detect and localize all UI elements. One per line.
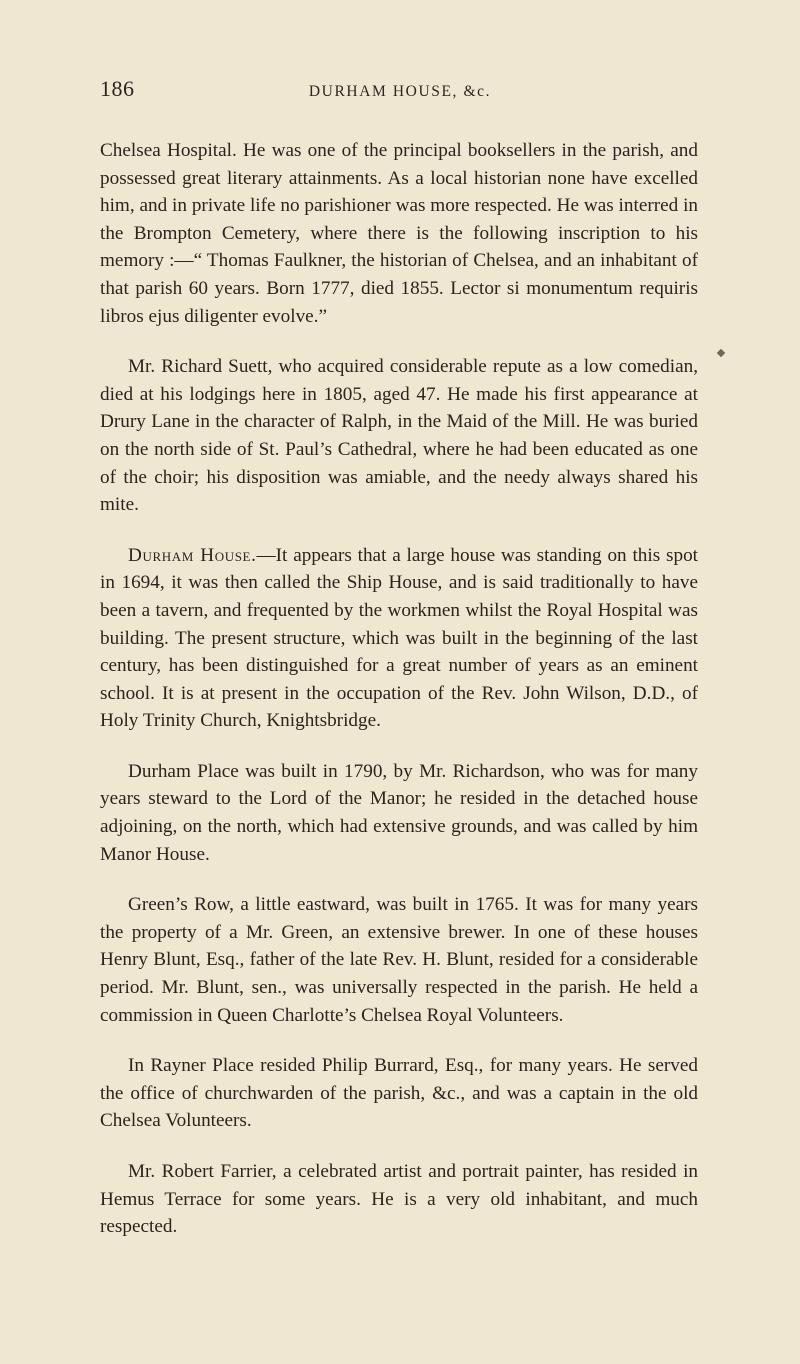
paragraph-durham-house-text: —It appears that a large house was standing on this spot in 1694, it was then called the Ship House, and is said traditionally to have been a tavern, and frequented by the workmen whilst the Royal Hospital was building. The present structure, which was built in the beginning of the last century, has been distinguished for a great number of years as an eminent school. It is at present in the occupation of the Rev. John Wilson, D.D., of Holy Trinity Church, Knightsbridge. [100,544,699,732]
paragraph-suett: Mr. Richard Suett, who acquired considerable repute as a low comedian, died at his lodgings here in 1805, aged 47. He made his first appearance at Drury Lane in the character of Ralph, in the Maid of the Mill. He was buried on the north side of St. Paul’s Cathedral, where he had been educated as one of the choir; his disposition was amiable, and the needy always shared his mite. [100,356,698,516]
paragraph-durham-house [100,542,698,735]
section-heading: Durham House. [128,544,257,566]
paragraph-faulkner: Chelsea Hospital. He was one of the principal booksellers in the parish, and possessed great literary attainments. As a local historian none have excelled him, and in private life no parishioner was more respected. He was interred in the Brompton Cemetery, where there is the following inscription to his memory :—“ Thomas Faulkner, the historian of Chelsea, and an inhabitant of that parish 60 years. Born 1777, died 1855. Lector si monumentum requiris libros ejus diligenter evolve.” [100,140,698,327]
margin-mark-icon [717,349,725,357]
paragraph-rayner-place: In Rayner Place resided Philip Burrard, Esq., for many years. He served the office of churchwarden of the parish, &c., and was a captain in the old Chelsea Volunteers. [100,1055,698,1132]
paragraph-farrier: Mr. Robert Farrier, a celebrated artist and portrait painter, has resided in Hemus Terrace for some years. He is a very old inhabitant, and much respected. [100,1161,698,1238]
paragraph-durham-place: Durham Place was built in 1790, by Mr. Richardson, who was for many years steward to the Lord of the Manor; he resided in the detached house adjoining, on the north, which had extensive grounds, and was called by him Manor House. [100,760,698,865]
running-head: DURHAM HOUSE, &c. [308,83,492,100]
body-text [100,137,698,1264]
page-number: 186 [100,76,135,101]
paragraph-greens-row: Green’s Row, a little eastward, was built in 1765. It was for many years the property of a Mr. Green, an extensive brewer. In one of these houses Henry Blunt, Esq., father of the late Rev. H. Blunt, resided for a considerable period. Mr. Blunt, sen., was universally respected in the parish. He held a commission in Queen Charlotte’s Chelsea Royal Volunteers. [100,894,698,1026]
